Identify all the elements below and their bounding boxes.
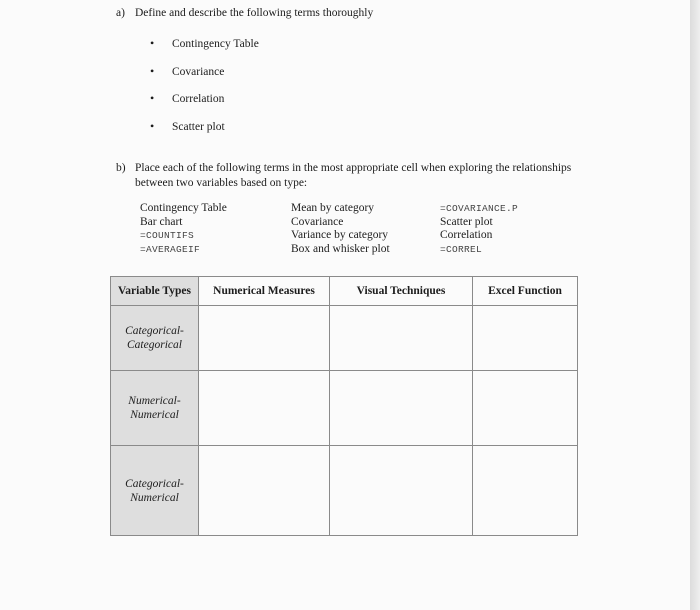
term: Contingency Table [140,202,227,214]
bullet-icon: • [150,91,155,106]
term-column-2 [291,202,390,256]
table-cell[interactable] [473,371,578,446]
term: =CORREL [440,243,483,255]
question-b [116,161,605,190]
question-b-label: b) [116,162,126,174]
header-visual-techniques: Visual Techniques [330,277,473,306]
list-item: • Correlation [150,91,225,106]
bullet-icon: • [150,63,155,78]
row-label: Categorical- Categorical [111,306,199,371]
bullet-icon: • [150,119,155,134]
term: =COUNTIFS [140,230,195,241]
bullet-icon: • [150,36,155,50]
table-row [111,446,578,536]
term: Scatter plot [440,215,493,228]
term: Covariance [291,215,344,228]
list-item: • Contingency Table [150,36,259,50]
term: =COVARIANCE.P [440,203,519,214]
header-excel-function: Excel Function [473,277,578,306]
question-a-label: a) [116,7,125,19]
term: =AVERAGEIF [140,243,201,255]
question-b-text: Place each of the following terms in the most appropriate cell when exploring the relationships between two variables based on type: [135,162,572,189]
table-row [111,306,578,371]
table-cell[interactable] [199,306,330,371]
table-cell[interactable] [199,371,330,446]
relationship-table [110,276,578,536]
term: Mean by category [291,202,375,214]
table-header-row [111,277,578,306]
table-cell[interactable] [330,306,473,371]
question-a [116,7,373,19]
term: Variance by category [291,229,389,241]
term: Bar chart [140,215,183,228]
list-item: • Covariance [150,63,225,78]
table-cell[interactable] [330,446,473,536]
table-cell[interactable] [199,446,330,536]
terms-list [150,36,259,147]
term-column-3 [440,202,518,256]
row-label: Categorical- Numerical [111,446,199,536]
term: Correlation [440,229,493,241]
header-numerical-measures: Numerical Measures [199,277,330,306]
term: Box and whisker plot [291,242,390,255]
term-column-1 [140,202,227,256]
table-row [111,371,578,446]
question-a-text: Define and describe the following terms thoroughly [135,7,374,19]
header-variable-types: Variable Types [111,277,199,306]
table-cell[interactable] [473,446,578,536]
list-item: • Scatter plot [150,119,225,134]
row-label: Numerical- Numerical [111,371,199,446]
table-cell[interactable] [330,371,473,446]
table-cell[interactable] [473,306,578,371]
page-edge [690,0,700,610]
